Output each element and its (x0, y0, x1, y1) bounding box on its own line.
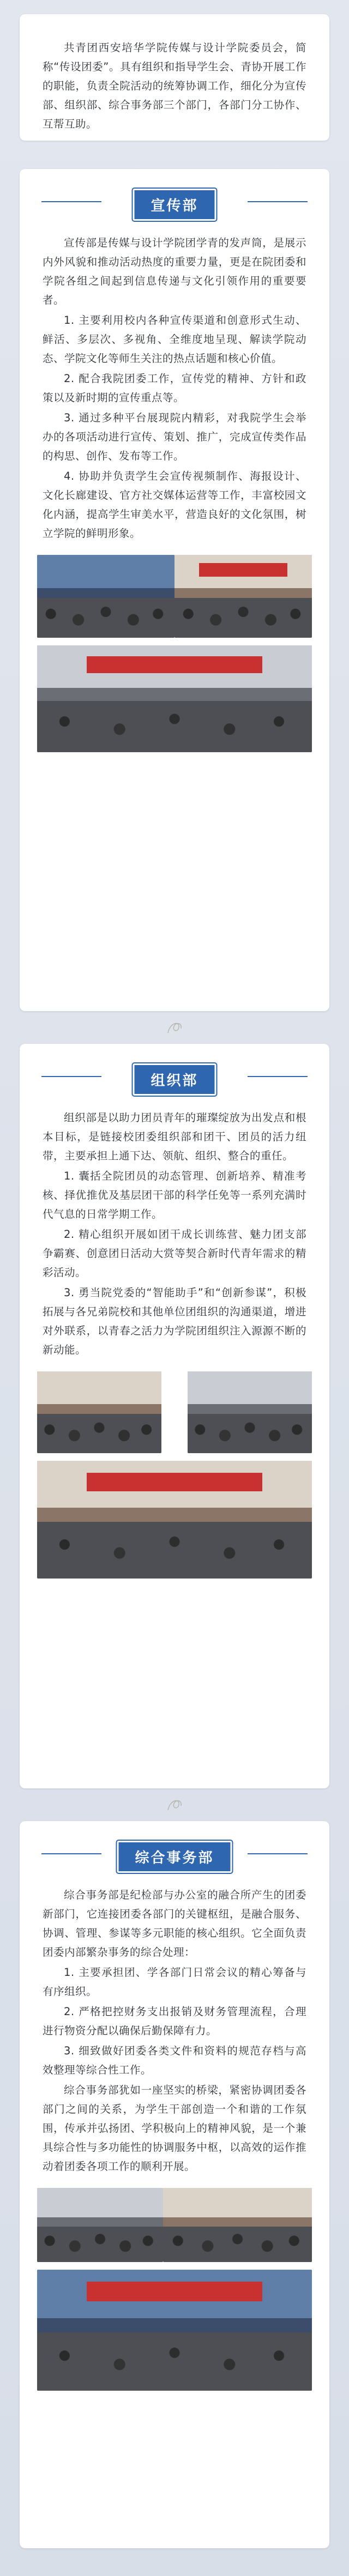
section-paragraph: 综合事务部犹如一座坚实的桥梁，紧密协调团委各部门之间的关系，为学生干部创造一个和谐的工作氛围，传承并弘扬团、学积极向上的精神风貌，是一个兼具综合性与多功能性的协调服务中枢，以高效的运作推动着团委各项工作的顺利开展。 (43, 2084, 306, 2173)
section-title: 组织部 (133, 1063, 216, 1096)
event-photo (37, 2188, 163, 2262)
event-photo (163, 2188, 312, 2262)
intro-paragraph: 共青团西安培华学院传媒与设计学院委员会，简称“传设团委”。具有组织和指导学生会、青协开展工作的职能，负责全院活动的统筹协调工作，细化分为宣传部、组织部、综合事务部三个部门，各部门分工协作、互帮互助。 (43, 41, 306, 130)
section-paragraph: 1. 主要承担团、学各部门日常会议的精心筹备与有序组织。 (43, 1966, 306, 1998)
section-paragraph: 2. 严格把控财务支出报销及财务管理流程，合理进行物资分配以确保后勤保障有力。 (43, 2005, 306, 2037)
event-photo (188, 1371, 312, 1453)
section-paragraph: 宣传部是传媒与设计学院团学青的发声筒，是展示内外风貌和推动活动热度的重要力量，更是在院团委和学院各组之间起到信息传递与文化引领作用的重要要者。 (43, 237, 306, 306)
section-paragraph: 3. 通过多种平台展现院内精彩，对我院学生会举办的各项活动进行宣传、策划、推广，完成宣传类作品的构思、创作、发布等工作。 (43, 412, 306, 462)
section-paragraph: 组织部是以助力团员青年的璀璨绽放为出发点和根本目标，是链接校团委组织部和团干、团员的活力纽带，主要承担上通下达、领航、组织、整合的重任。 (43, 1111, 306, 1162)
section-paragraph: 4. 协助并负责学生会宣传视频制作、海报设计、文化长廊建设、官方社交媒体运营等工作，丰富校园文化内涵，提高学生审美水平，营造良好的文化氛围，树立学院的鲜明形象。 (43, 470, 306, 540)
header-line-left (41, 1853, 101, 1854)
section-card-general-affairs (20, 1821, 329, 2548)
section-title: 综合事务部 (117, 1841, 232, 1873)
group-photo (174, 555, 312, 638)
header-line-right (248, 1076, 308, 1077)
header-line-right (248, 1853, 308, 1854)
section-paragraph: 综合事务部是纪检部与办公室的融合所产生的团委新部门，它连接团委各部门的关键枢纽，是融合服务、协调、管理、参谋等多元职能的核心组织。它全面负责团委内部繁杂事务的综合处理： (43, 1889, 306, 1958)
meeting-photo (37, 1461, 312, 1579)
intro-card (20, 14, 329, 141)
section-paragraph: 1. 主要利用校内各种宣传渠道和创意形式生动、鲜活、多层次、多视角、全维度地呈现、解读学院动态、学院文化等师生关注的热点话题和核心价值。 (43, 314, 306, 365)
meeting-photo (37, 2270, 312, 2391)
section-card-organization (20, 1044, 329, 1788)
event-photo (37, 1371, 161, 1453)
section-paragraph: 2. 配合我院团委工作，宣传党的精神、方针和政策以及新时期的宣传重点等。 (43, 372, 306, 404)
section-paragraph: 3. 细致做好团委各类文件和资料的规范存档与高效整理等综合性工作。 (43, 2045, 306, 2076)
meeting-photo (37, 645, 312, 752)
curl-ornament-icon (164, 1794, 185, 1816)
header-line-right (248, 201, 308, 202)
section-paragraph: 1. 囊括全院团员的动态管理、创新培养、精准考核、择优推优及基层团干部的科学任免等一系列充满时代气息的日常学期工作。 (43, 1170, 306, 1220)
header-line-left (41, 1076, 101, 1077)
section-header (20, 1044, 329, 1108)
section-title: 宣传部 (133, 189, 216, 221)
section-paragraph: 2. 精心组织开展如团干成长训练营、魅力团支部争霸赛、创意团日活动大赏等契合新时代青年需求的精彩活动。 (43, 1228, 306, 1279)
event-photo (37, 555, 174, 638)
curl-ornament-icon (164, 1017, 185, 1038)
header-line-left (41, 201, 101, 202)
section-header (20, 1821, 329, 1885)
section-header (20, 169, 329, 233)
section-card-publicity (20, 169, 329, 1011)
section-paragraph: 3. 勇当院党委的“智能助手”和“创新参谋”，积极拓展与各兄弟院校和其他单位团组织的沟通渠道，增进对外联系，以青春之活力为学院团组织注入源源不断的新动能。 (43, 1286, 306, 1356)
